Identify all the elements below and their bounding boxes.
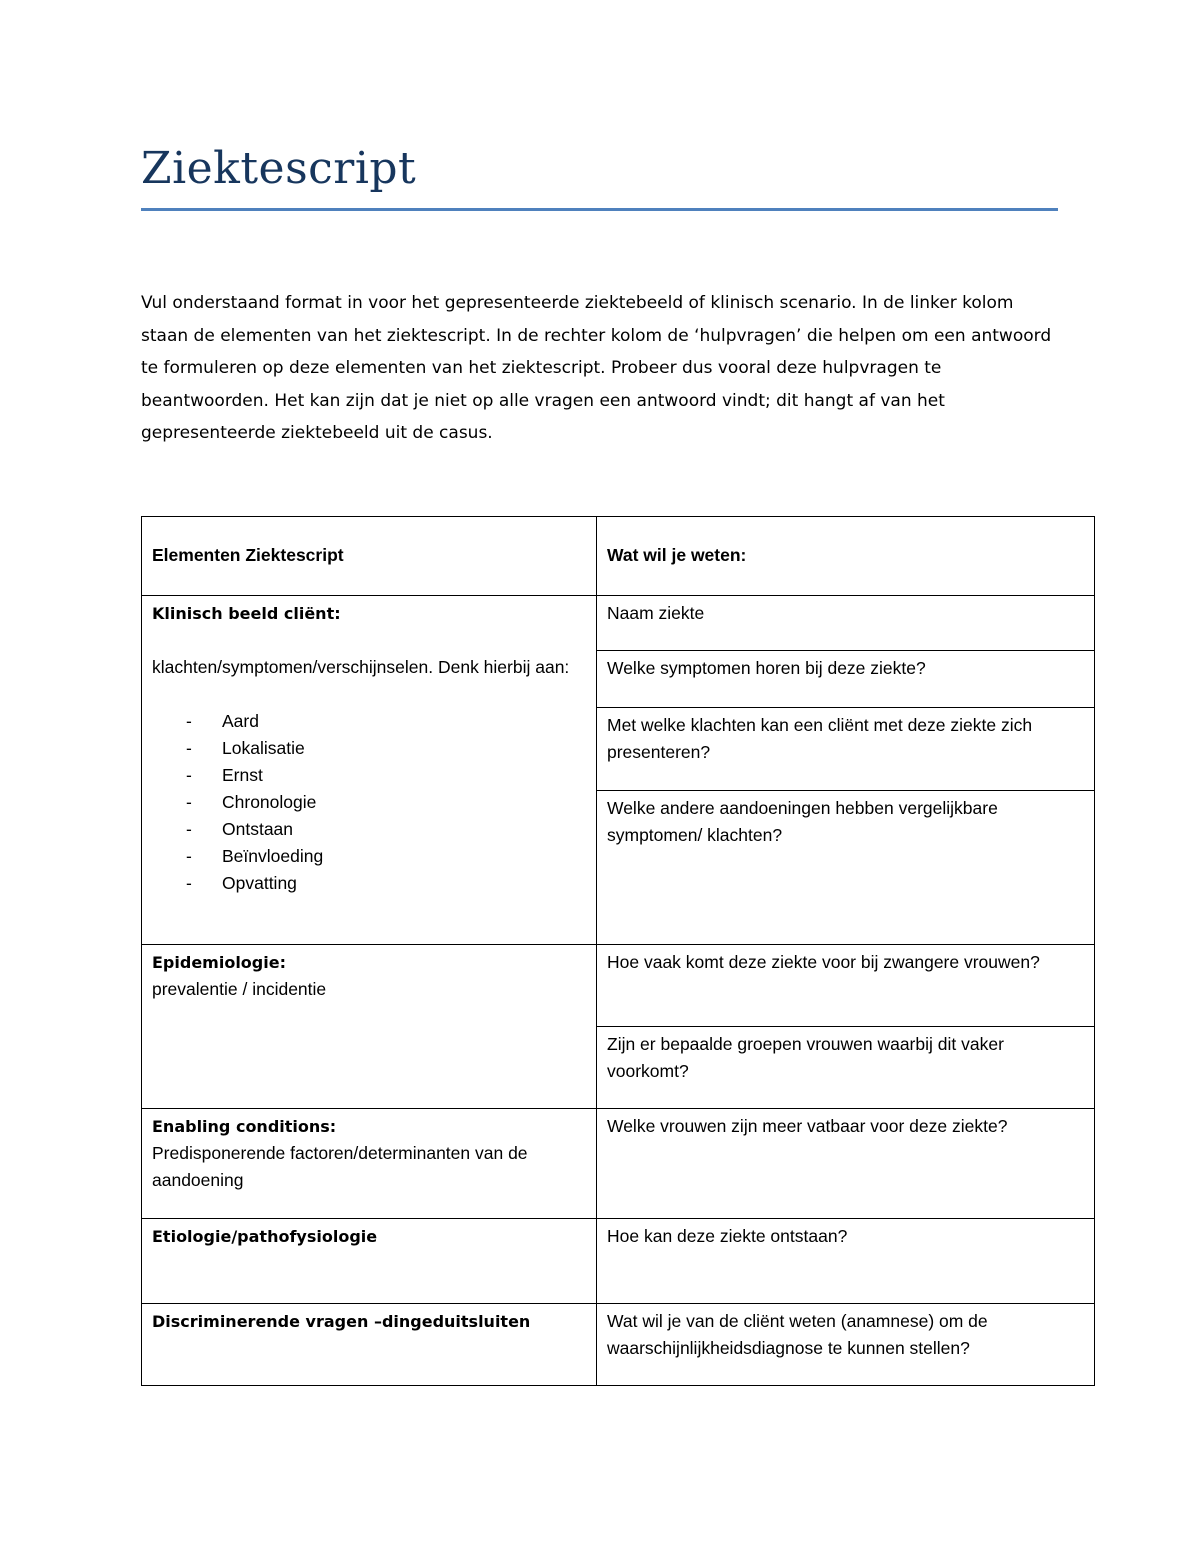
header-elements: Elementen Ziektescript (142, 517, 597, 596)
table-row (142, 945, 1095, 1027)
table-header-row (142, 517, 1095, 596)
question-cell: Hoe kan deze ziekte ontstaan? (597, 1219, 1095, 1304)
discriminating-cell (142, 1304, 597, 1386)
list-item: - Ernst (186, 762, 586, 789)
list-item: - Aard (186, 708, 586, 735)
epidemiology-cell (142, 945, 597, 1109)
header-questions: Wat wil je weten: (597, 517, 1095, 596)
etiology-cell (142, 1219, 597, 1304)
question-cell: Zijn er bepaalde groepen vrouwen waarbij dit vaker voorkomt? (597, 1027, 1095, 1109)
list-item: - Ontstaan (186, 816, 586, 843)
enabling-label: Enabling conditions: (152, 1117, 337, 1136)
discriminating-label: Discriminerende vragen –dingeduitsluiten (152, 1312, 531, 1331)
table-row (142, 1304, 1095, 1386)
question-cell: Welke andere aandoeningen hebben vergelijkbare symptomen/ klachten? (597, 791, 1095, 945)
table-row (142, 1109, 1095, 1219)
list-item: - Lokalisatie (186, 735, 586, 762)
list-item: - Opvatting (186, 870, 586, 897)
epidemiology-text: prevalentie / incidentie (152, 979, 327, 999)
page-title: Ziektescript (141, 143, 417, 194)
list-item: - Beïnvloeding (186, 843, 586, 870)
clinical-cell (142, 596, 597, 945)
question-cell: Hoe vaak komt deze ziekte voor bij zwangere vrouwen? (597, 945, 1095, 1027)
ziektescript-table (141, 516, 1095, 1386)
question-cell: Welke symptomen horen bij deze ziekte? (597, 651, 1095, 708)
table-row (142, 1219, 1095, 1304)
clinical-aspect-list (152, 708, 586, 897)
enabling-cell (142, 1109, 597, 1219)
question-cell: Met welke klachten kan een cliënt met deze ziekte zich presenteren? (597, 708, 1095, 791)
title-underline (141, 208, 1058, 211)
enabling-text: Predisponerende factoren/determinanten van de aandoening (152, 1143, 528, 1190)
epidemiology-label: Epidemiologie: (152, 953, 286, 972)
clinical-label: Klinisch beeld cliënt: (152, 604, 341, 623)
question-cell: Naam ziekte (597, 596, 1095, 651)
list-item: - Chronologie (186, 789, 586, 816)
question-cell: Welke vrouwen zijn meer vatbaar voor deze ziekte? (597, 1109, 1095, 1219)
intro-paragraph: Vul onderstaand format in voor het gepresenteerde ziektebeeld of klinisch scenario. In de linker kolom staan de elementen van het ziektescript. In de rechter kolom de ‘hulpvragen’ die helpen om een antwoord te formuleren op deze elementen van het ziektescript. Probeer dus vooral deze hulpvragen te beantwoorden. Het kan zijn dat je niet op alle vragen een antwoord vindt; dit hangt af van het gepresenteerde ziektebeeld uit de casus. (141, 293, 1052, 444)
clinical-text: klachten/symptomen/verschijnselen. Denk hierbij aan: (152, 657, 570, 677)
question-cell: Wat wil je van de cliënt weten (anamnese) om de waarschijnlijkheidsdiagnose te kunnen stellen? (597, 1304, 1095, 1386)
etiology-label: Etiologie/pathofysiologie (152, 1227, 378, 1246)
table-row (142, 596, 1095, 651)
